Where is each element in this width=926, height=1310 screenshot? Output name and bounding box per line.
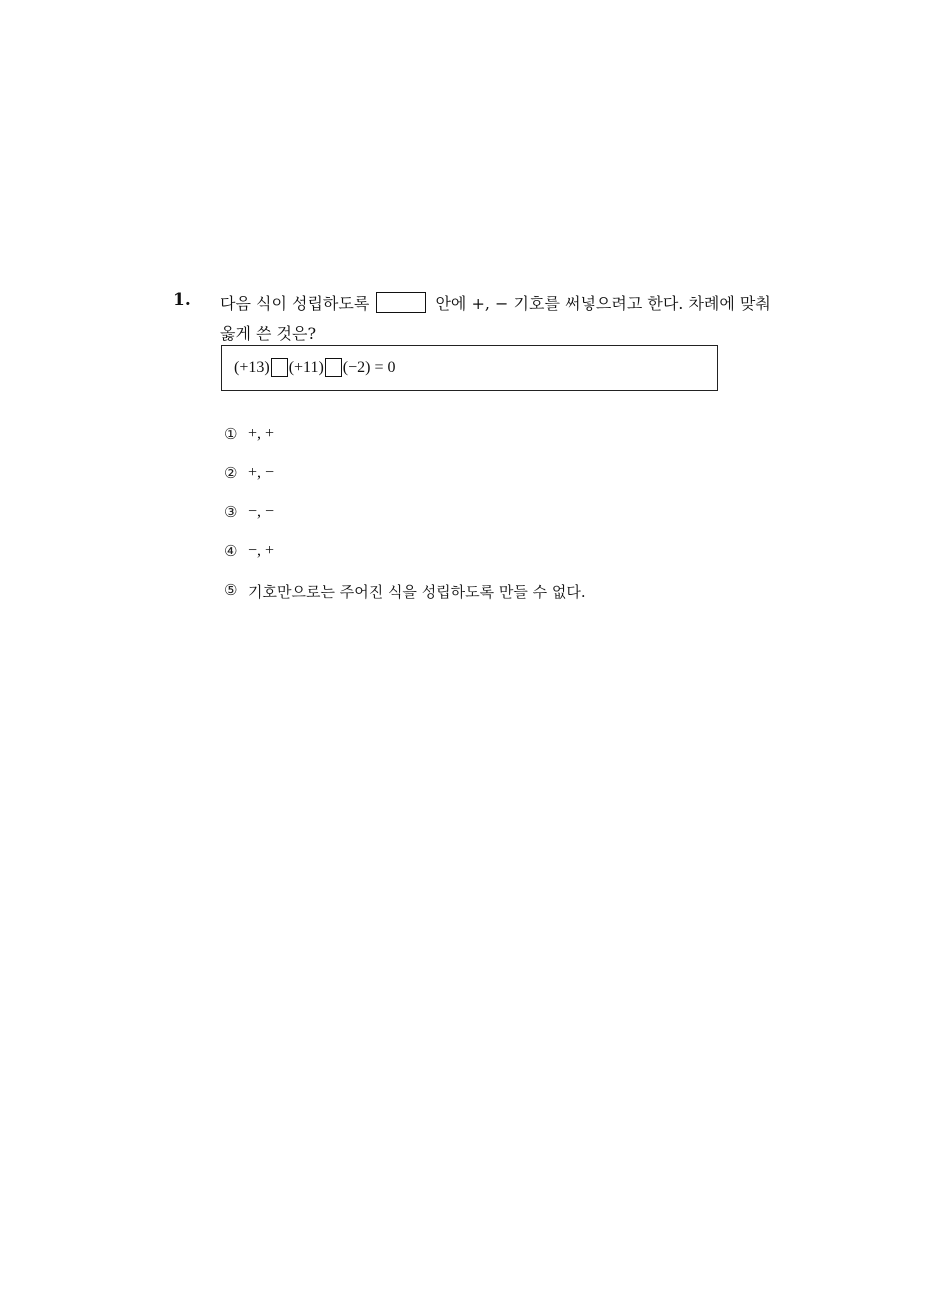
choice-4[interactable] [224, 542, 586, 581]
choice-text-3: −, − [248, 503, 275, 520]
stem-text-part2: 안에 +, − 기호를 써넣으려고 한다. 차례에 맞춰 [435, 294, 771, 313]
answer-blank-box [376, 292, 426, 313]
choice-text-1: +, + [248, 425, 275, 442]
choice-marker-4: ④ [224, 542, 238, 560]
stem-line-2: 옳게 쓴 것은? [220, 324, 317, 343]
choice-text-5: 기호만으로는 주어진 식을 성립하도록 만들 수 없다. [248, 583, 586, 601]
question-number: 1. [173, 290, 191, 310]
stem-line-1 [220, 289, 771, 319]
expression-blank-2 [325, 358, 342, 377]
choice-list [224, 425, 586, 620]
choice-text-4: −, + [248, 542, 275, 559]
choice-3[interactable] [224, 503, 586, 542]
choice-text-2: +, − [248, 464, 275, 481]
stem-text-part1: 다음 식이 성립하도록 [220, 294, 370, 313]
expression-term-2: (+11) [288, 358, 324, 376]
choice-marker-3: ③ [224, 503, 238, 521]
expression-term-3: (−2) = 0 [342, 358, 396, 376]
choice-marker-1: ① [224, 425, 238, 443]
expression-term-1: (+13) [234, 358, 270, 376]
expression-blank-1 [271, 358, 288, 377]
choice-marker-5: ⑤ [224, 581, 238, 599]
choice-5[interactable] [224, 581, 586, 620]
choice-marker-2: ② [224, 464, 238, 482]
expression [234, 358, 395, 377]
choice-1[interactable] [224, 425, 586, 464]
expression-box [221, 345, 718, 391]
question-stem [220, 289, 771, 349]
choice-2[interactable] [224, 464, 586, 503]
